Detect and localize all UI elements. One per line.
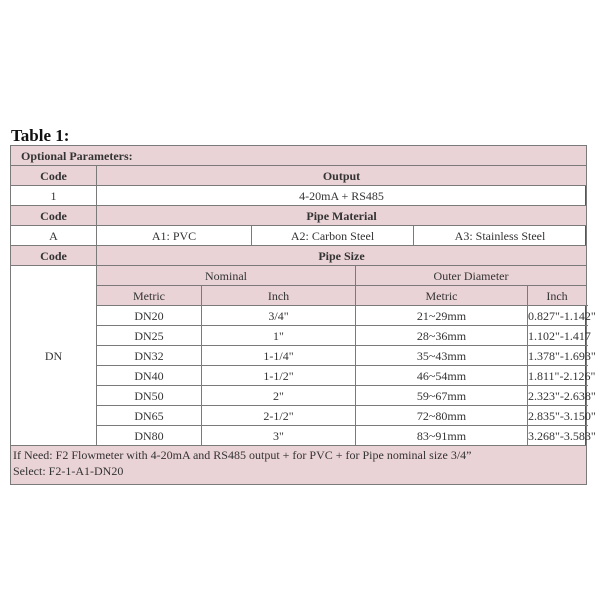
- note-line-2: Select: F2-1-A1-DN20: [13, 464, 124, 478]
- table-row: [11, 326, 587, 346]
- table-cell: 1.378"-1.693": [528, 346, 587, 366]
- code-header: Code: [11, 206, 97, 226]
- table-cell: 0.827"-1.142": [528, 306, 587, 326]
- optional-parameters-heading: Optional Parameters:: [11, 146, 587, 166]
- table-cell: 21~29mm: [356, 306, 528, 326]
- material-code: A: [11, 226, 97, 246]
- table-cell: 2.323"-2.638": [528, 386, 587, 406]
- table-cell: 1.811"-2.126": [528, 366, 587, 386]
- table-cell: 2.835"-3.150": [528, 406, 587, 426]
- table-cell: DN80: [97, 426, 202, 446]
- pipe-material-header: Pipe Material: [97, 206, 587, 226]
- code-header: Code: [11, 166, 97, 186]
- table-cell: 28~36mm: [356, 326, 528, 346]
- table-row: [11, 346, 587, 366]
- table-cell: 3": [202, 426, 356, 446]
- table-cell: 35~43mm: [356, 346, 528, 366]
- material-option: A3: Stainless Steel: [414, 226, 587, 246]
- note-line-1: If Need: F2 Flowmeter with 4-20mA and RS485 output + for PVC + for Pipe nominal size 3/4”: [13, 448, 472, 462]
- table-cell: 72~80mm: [356, 406, 528, 426]
- table-cell: 59~67mm: [356, 386, 528, 406]
- table-cell: DN25: [97, 326, 202, 346]
- table-cell: 3.268"-3.583": [528, 426, 587, 446]
- selection-note: [11, 446, 587, 485]
- table-row: [11, 386, 587, 406]
- table-cell: DN32: [97, 346, 202, 366]
- material-option: A1: PVC: [97, 226, 252, 246]
- pipe-size-code: DN: [11, 266, 97, 446]
- table-cell: DN20: [97, 306, 202, 326]
- table-row: [11, 406, 587, 426]
- outer-diameter-group-header: Outer Diameter: [356, 266, 587, 286]
- output-code: 1: [11, 186, 97, 206]
- table-cell: 1": [202, 326, 356, 346]
- material-option: A2: Carbon Steel: [252, 226, 414, 246]
- table-cell: 83~91mm: [356, 426, 528, 446]
- column-header-outer-metric: Metric: [356, 286, 528, 306]
- parameters-table: [10, 145, 596, 485]
- column-header-nominal-metric: Metric: [97, 286, 202, 306]
- table-row: [11, 306, 587, 326]
- table-cell: 3/4": [202, 306, 356, 326]
- output-header: Output: [97, 166, 587, 186]
- table-cell: 2-1/2": [202, 406, 356, 426]
- column-header-outer-inch: Inch: [528, 286, 587, 306]
- table-cell: DN40: [97, 366, 202, 386]
- column-header-nominal-inch: Inch: [202, 286, 356, 306]
- table-title: Table 1:: [11, 126, 70, 145]
- table-cell: DN50: [97, 386, 202, 406]
- table-cell: 1.102"-1.417: [528, 326, 587, 346]
- output-value: 4-20mA + RS485: [97, 186, 587, 206]
- nominal-group-header: Nominal: [97, 266, 356, 286]
- code-header: Code: [11, 246, 97, 266]
- table-cell: 1-1/2": [202, 366, 356, 386]
- table-cell: DN65: [97, 406, 202, 426]
- table-row: [11, 366, 587, 386]
- pipe-size-header: Pipe Size: [97, 246, 587, 266]
- table-cell: 2": [202, 386, 356, 406]
- table-cell: 1-1/4": [202, 346, 356, 366]
- table-cell: 46~54mm: [356, 366, 528, 386]
- table-row: [11, 426, 587, 446]
